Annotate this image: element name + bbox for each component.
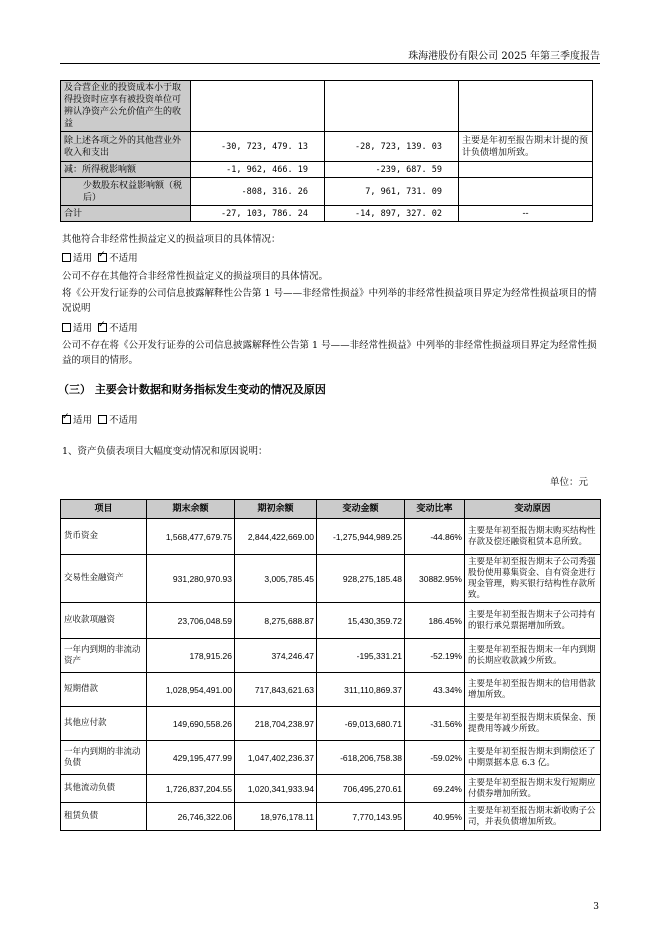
cell-item: 租赁负债 [61, 803, 147, 831]
row-ytd: -239, 687. 59 [325, 162, 459, 178]
cell-ratio: -59.02% [405, 741, 465, 775]
cell-begin: 2,844,422,669.00 [235, 519, 317, 555]
checkbox-label: 不适用 [109, 253, 138, 264]
checkbox-not-applicable-3[interactable] [98, 415, 107, 424]
table-row [61, 639, 601, 673]
cell-change: 928,275,185.48 [317, 555, 405, 603]
checkbox-applicable-1[interactable] [62, 253, 71, 262]
checkbox-applicable-3[interactable] [62, 415, 71, 424]
cell-ratio: 43.34% [405, 673, 465, 707]
row-item: 少数股东权益影响额（税后） [61, 178, 191, 206]
row-note [459, 162, 593, 178]
cell-change: -69,013,680.71 [317, 707, 405, 741]
cell-begin: 374,246.47 [235, 639, 317, 673]
row-current: -808, 316. 26 [191, 178, 325, 206]
column-header: 变动金额 [317, 500, 405, 519]
checkbox-group-1 [62, 250, 138, 264]
column-header: 变动原因 [465, 500, 601, 519]
paragraph-recurring-explanation: 将《公开发行证券的公司信息披露解释性公告第 1 号——非经常性损益》中列举的非经常性损益项目界定为经常性损益项目的情况说明 [62, 288, 597, 314]
row-note: -- [459, 206, 593, 222]
cell-end: 26,746,322.06 [147, 803, 235, 831]
cell-item: 货币资金 [61, 519, 147, 555]
checkbox-label: 不适用 [109, 415, 138, 426]
row-item: 及合营企业的投资成本小于取得投资时应享有被投资单位可辨认净资产公允价值产生的收益 [61, 81, 191, 132]
paragraph-no-recurring: 公司不存在将《公开发行证券的公司信息披露解释性公告第 1 号——非经常性损益》中列举的非经常性损益项目界定为经常性损益的项目的情形。 [62, 340, 597, 366]
row-note [459, 178, 593, 206]
paragraph-balance-sheet-changes: 1、资产负债表项目大幅度变动情况和原因说明： [62, 446, 268, 457]
cell-ratio: 69.24% [405, 775, 465, 803]
checkbox-not-applicable-2[interactable] [98, 323, 107, 332]
cell-change: 7,770,143.95 [317, 803, 405, 831]
cell-reason: 主要是年初至报告期末质保金、预提费用等减少所致。 [465, 707, 601, 741]
cell-ratio: -31.56% [405, 707, 465, 741]
cell-item: 一年内到期的非流动负债 [61, 741, 147, 775]
nonrecurring-row [61, 81, 593, 132]
row-note [459, 81, 593, 132]
row-item: 除上述各项之外的其他营业外收入和支出 [61, 132, 191, 162]
cell-end: 1,726,837,204.55 [147, 775, 235, 803]
cell-change: 706,495,270.61 [317, 775, 405, 803]
cell-reason: 主要是年初至报告期末购买结构性存款及偿还融资租赁本息所致。 [465, 519, 601, 555]
cell-reason: 主要是年初至报告期末子公司持有的银行承兑票据增加所致。 [465, 603, 601, 639]
cell-item: 交易性金融资产 [61, 555, 147, 603]
nonrecurring-table [60, 80, 593, 222]
column-header: 变动比率 [405, 500, 465, 519]
checkbox-label: 适用 [73, 323, 93, 334]
table-row [61, 519, 601, 555]
nonrecurring-row [61, 132, 593, 162]
cell-item: 一年内到期的非流动资产 [61, 639, 147, 673]
row-note: 主要是年初至报告期末计提的预计负债增加所致。 [459, 132, 593, 162]
cell-reason: 主要是年初至报告期末的信用借款增加所致。 [465, 673, 601, 707]
table-row [61, 603, 601, 639]
cell-reason: 主要是年初至报告期末发行短期应付债券增加所致。 [465, 775, 601, 803]
row-item: 合计 [61, 206, 191, 222]
nonrecurring-row [61, 178, 593, 206]
balance-change-table [60, 499, 601, 831]
cell-reason: 主要是年初至报告期末到期偿还了中期票据本息 6.3 亿。 [465, 741, 601, 775]
cell-begin: 8,275,688.87 [235, 603, 317, 639]
table-row [61, 707, 601, 741]
cell-item: 其他应付款 [61, 707, 147, 741]
table-row [61, 555, 601, 603]
checkbox-label: 不适用 [109, 323, 138, 334]
cell-change: -195,331.21 [317, 639, 405, 673]
column-header: 项目 [61, 500, 147, 519]
row-ytd: 7, 961, 731. 09 [325, 178, 459, 206]
checkbox-label: 适用 [73, 253, 93, 264]
cell-end: 178,915.26 [147, 639, 235, 673]
unit-label: 单位：元 [549, 477, 588, 488]
cell-ratio: 30882.95% [405, 555, 465, 603]
cell-end: 23,706,048.59 [147, 603, 235, 639]
cell-reason: 主要是年初至报告期末新收购子公司，并表负债增加所致。 [465, 803, 601, 831]
row-item: 减：所得税影响额 [61, 162, 191, 178]
row-ytd: -14, 897, 327. 02 [325, 206, 459, 222]
cell-begin: 218,704,238.97 [235, 707, 317, 741]
header-divider [60, 63, 600, 64]
table-row [61, 673, 601, 707]
page-header-title: 珠海港股份有限公司 2025 年第三季度报告 [408, 51, 600, 62]
cell-begin: 717,843,621.63 [235, 673, 317, 707]
cell-ratio: -52.19% [405, 639, 465, 673]
checkbox-not-applicable-1[interactable] [98, 253, 107, 262]
checkbox-applicable-2[interactable] [62, 323, 71, 332]
cell-change: 311,110,869.37 [317, 673, 405, 707]
cell-end: 1,568,477,679.75 [147, 519, 235, 555]
cell-change: -618,206,758.38 [317, 741, 405, 775]
column-header: 期末余额 [147, 500, 235, 519]
cell-begin: 1,020,341,933.94 [235, 775, 317, 803]
table-row [61, 741, 601, 775]
table-row [61, 775, 601, 803]
checkbox-label: 适用 [73, 415, 93, 426]
page-number: 3 [593, 902, 599, 912]
cell-begin: 1,047,402,236.37 [235, 741, 317, 775]
cell-ratio: -44.86% [405, 519, 465, 555]
row-current: -27, 103, 786. 24 [191, 206, 325, 222]
cell-end: 931,280,970.93 [147, 555, 235, 603]
row-current: -30, 723, 479. 13 [191, 132, 325, 162]
section-heading: （三） 主要会计数据和财务指标发生变动的情况及原因 [58, 383, 326, 396]
cell-item: 其他流动负债 [61, 775, 147, 803]
cell-ratio: 186.45% [405, 603, 465, 639]
cell-reason: 主要是年初至报告期末一年内到期的长期应收款减少所致。 [465, 639, 601, 673]
cell-reason: 主要是年初至报告期末子公司秀强股份使用募集资金、自有资金进行现金管理，购买银行结构性存款所致。 [465, 555, 601, 603]
checkbox-group-2 [62, 320, 138, 334]
cell-ratio: 40.95% [405, 803, 465, 831]
row-current [191, 81, 325, 132]
cell-item: 短期借款 [61, 673, 147, 707]
cell-end: 1,028,954,491.00 [147, 673, 235, 707]
cell-item: 应收款项融资 [61, 603, 147, 639]
row-current: -1, 962, 466. 19 [191, 162, 325, 178]
table-row [61, 803, 601, 831]
checkbox-group-3 [62, 412, 138, 426]
nonrecurring-row [61, 206, 593, 222]
row-ytd: -28, 723, 139. 03 [325, 132, 459, 162]
cell-begin: 18,976,178.11 [235, 803, 317, 831]
cell-begin: 3,005,785.45 [235, 555, 317, 603]
cell-end: 149,690,558.26 [147, 707, 235, 741]
paragraph-no-other-items: 公司不存在其他符合非经常性损益定义的损益项目的具体情况。 [62, 271, 329, 282]
cell-change: -1,275,944,989.25 [317, 519, 405, 555]
paragraph-other-items: 其他符合非经常性损益定义的损益项目的具体情况： [62, 234, 281, 245]
row-ytd [325, 81, 459, 132]
nonrecurring-row [61, 162, 593, 178]
cell-end: 429,195,477.99 [147, 741, 235, 775]
cell-change: 15,430,359.72 [317, 603, 405, 639]
column-header: 期初余额 [235, 500, 317, 519]
